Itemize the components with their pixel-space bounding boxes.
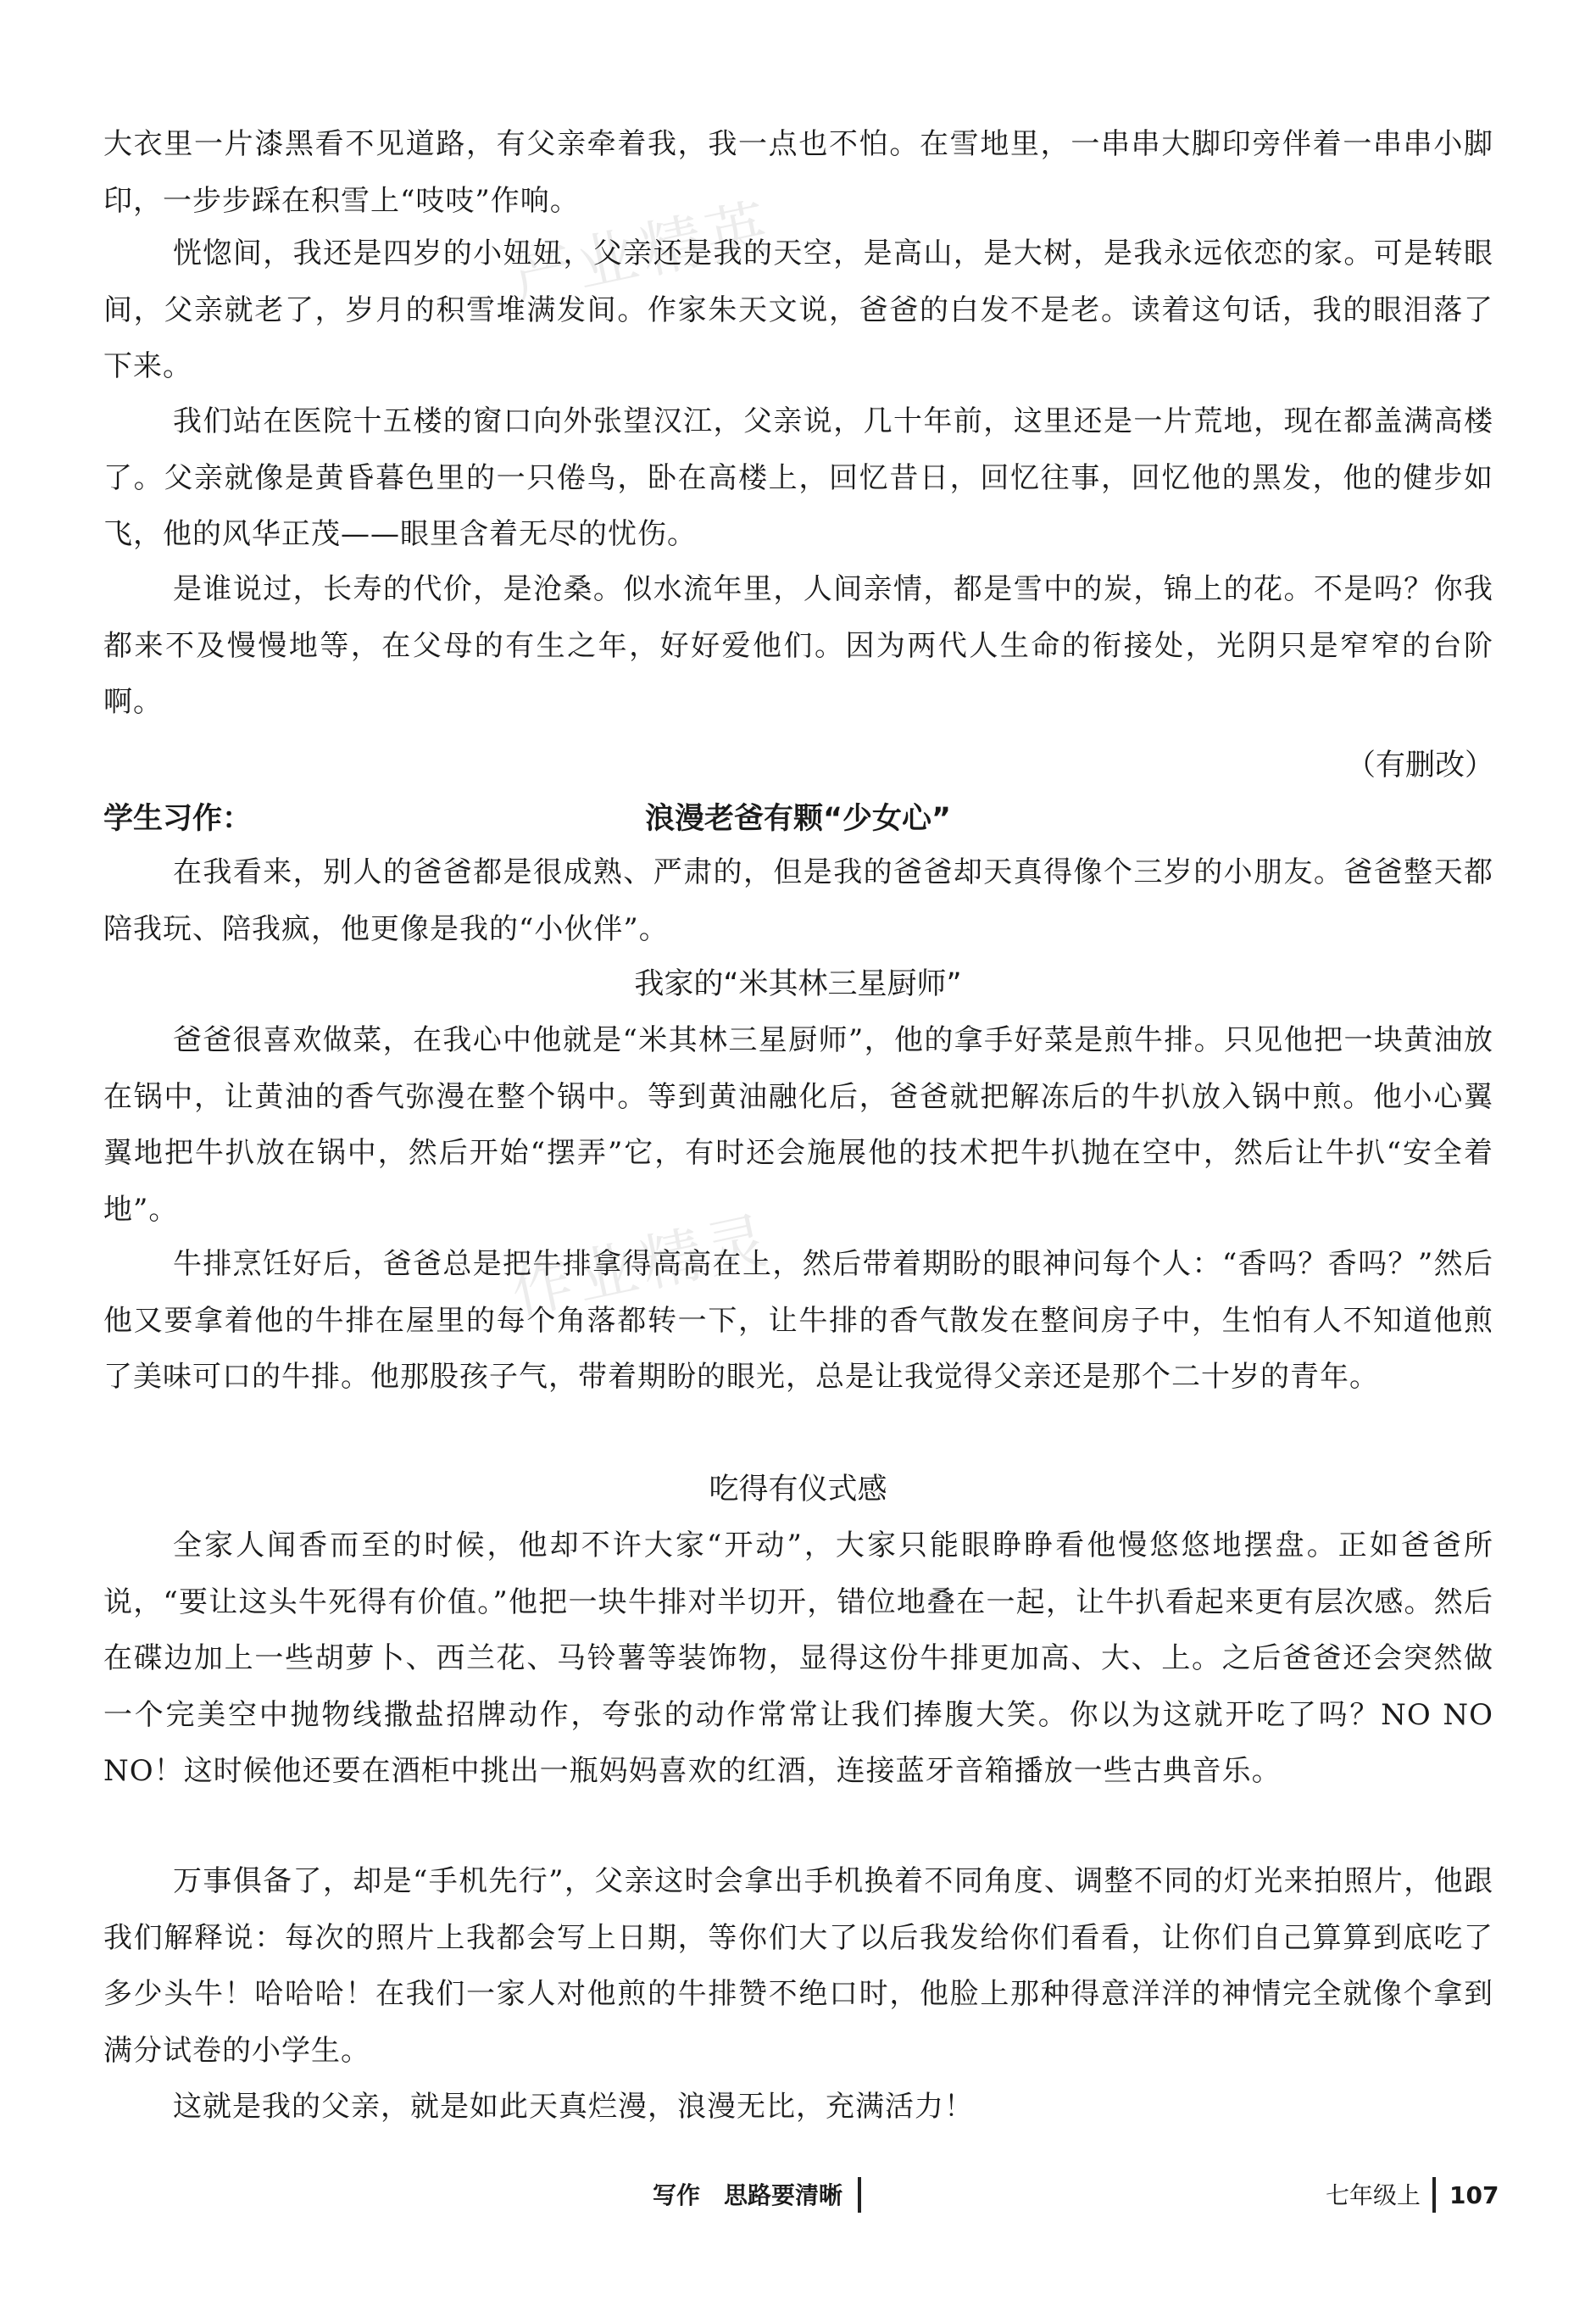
essay-paragraph: 大衣里一片漆黑看不见道路，有父亲牵着我，我一点也不怕。在雪地里，一串串大脚印旁伴着一串串小脚印，一步步踩在积雪上“吱吱”作响。 [103, 127, 1493, 218]
footer-section-title: 写作 思路要清晰 [653, 2181, 843, 2209]
section-paragraph: 万事俱备了，却是“手机先行”，父亲这时会拿出手机换着不同角度、调整不同的灯光来拍照片，他跟我们解释说：每次的照片上我都会写上日期，等你们大了以后我发给你们看看，让你们自己算算到底吃了多少头牛！哈哈哈！在我们一家人对他煎的牛排赞不绝口时，他脸上那种得意洋洋的神情完全就像个拿到满分试卷的小学生。 [103, 1864, 1493, 2068]
section-paragraph: 爸爸很喜欢做菜，在我心中他就是“米其林三星厨师”，他的拿手好菜是煎牛排。只见他把一块黄油放在锅中，让黄油的香气弥漫在整个锅中。等到黄油融化后，爸爸就把解冻后的牛扒放入锅中煎。他小心翼翼地把牛扒放在锅中，然后开始“摆弄”它，有时还会施展他的技术把牛扒抛在空中，然后让牛扒“安全着地”。 [103, 1023, 1493, 1227]
student-essay-label: 学生习作： [103, 802, 253, 836]
student-essay-title: 浪漫老爸有颗“少女心” [644, 802, 951, 836]
section-paragraph: 牛排烹饪好后，爸爸总是把牛排拿得高高在上，然后带着期盼的眼神问每个人：“香吗？香吗？”然后他又要拿着他的牛排在屋里的每个角落都转一下，让牛排的香气散发在整间房子中，生怕有人不知道他煎了美味可口的牛排。他那股孩子气，带着期盼的眼光，总是让我觉得父亲还是那个二十岁的青年。 [103, 1247, 1493, 1394]
footer-grade: 七年级上 [1326, 2181, 1421, 2209]
intro-paragraph: 在我看来，别人的爸爸都是很成熟、严肃的，但是我的爸爸却天真得像个三岁的小朋友。爸爸整天都陪我玩、陪我疯，他更像是我的“小伙伴”。 [103, 855, 1493, 946]
section-paragraph: 全家人闻香而至的时候，他却不许大家“开动”，大家只能眼睁睁看他慢悠悠地摆盘。正如爸爸所说，“要让这头牛死得有价值。”他把一块牛排对半切开，错位地叠在一起，让牛扒看起来更有层次感。然后在碟边加上一些胡萝卜、西兰花、马铃薯等装饰物，显得这份牛排更加高、大、上。之后爸爸还会突然做一个完美空中抛物线撒盐招牌动作，夸张的动作常常让我们捧腹大笑。你以为这就开吃了吗？NO NO NO！这时候他还要在酒柜中挑出一瓶妈妈喜欢的红酒，连接蓝牙音箱播放一些古典音乐。 [103, 1529, 1493, 1788]
footer-divider [858, 2177, 861, 2213]
essay-paragraph: 我们站在医院十五楼的窗口向外张望汉江，父亲说，几十年前，这里还是一片荒地，现在都盖满高楼了。父亲就像是黄昏暮色里的一只倦鸟，卧在高楼上，回忆昔日，回忆往事，回忆他的黑发，他的健步如飞，他的风华正茂——眼里含着无尽的忧伤。 [103, 404, 1493, 551]
section-title: 我家的“米其林三星厨师” [634, 967, 962, 1001]
watermark: 产业精英 [504, 190, 779, 315]
edit-note: （有删改） [1345, 749, 1494, 782]
section-title: 吃得有仪式感 [709, 1473, 887, 1506]
essay-paragraph: 恍惚间，我还是四岁的小妞妞，父亲还是我的天空，是高山，是大树，是我永远依恋的家。可是转眼间，父亲就老了，岁月的积雪堆满发间。作家朱天文说，爸爸的白发不是老。读着这句话，我的眼泪落了下来。 [103, 237, 1493, 383]
essay-paragraph: 是谁说过，长寿的代价，是沧桑。似水流年里，人间亲情，都是雪中的炭，锦上的花。不是吗？你我都来不及慢慢地等，在父母的有生之年，好好爱他们。因为两代人生命的衔接处，光阴只是窄窄的台阶啊。 [103, 572, 1493, 719]
footer-divider [1432, 2177, 1436, 2213]
page-number: 107 [1449, 2181, 1499, 2209]
section-paragraph: 这就是我的父亲，就是如此天真烂漫，浪漫无比，充满活力！ [173, 2090, 974, 2124]
watermark: 作业精灵 [504, 1203, 779, 1328]
